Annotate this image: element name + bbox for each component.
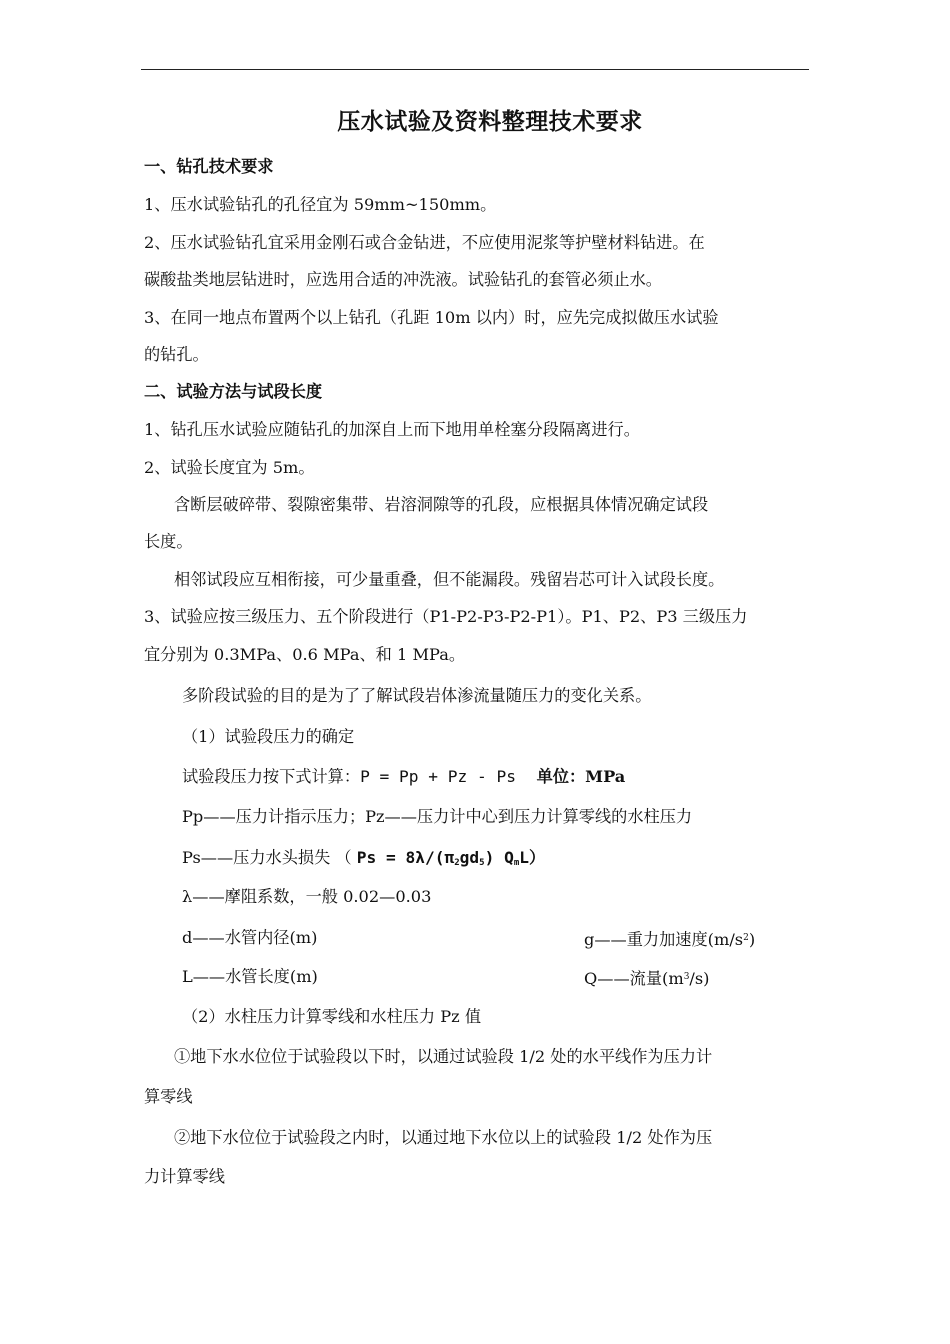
paragraph-line: 3、试验应按三级压力、五个阶段进行（P1-P2-P3-P2-P1）。P1、P2、P3 三级压力 bbox=[144, 607, 748, 626]
paragraph-line: 长度。 bbox=[144, 532, 193, 551]
paragraph-line: 力计算零线 bbox=[144, 1167, 225, 1186]
paragraph-line: 含断层破碎带、裂隙密集带、岩溶洞隙等的孔段，应根据具体情况确定试段 bbox=[174, 495, 709, 514]
paragraph-line: 3、在同一地点布置两个以上钻孔（孔距 10m 以内）时，应先完成拟做压水试验 bbox=[144, 308, 719, 327]
definition-text: g——重力加速度$(m/s^2)$ bbox=[584, 930, 756, 949]
headloss-formula: $Ps = 8\lambda/(\pi_2gd_5)$ $Q_mL$） bbox=[356, 848, 546, 868]
paragraph-line: 相邻试段应互相衔接，可少量重叠，但不能漏段。残留岩芯可计入试段长度。 bbox=[174, 570, 725, 589]
section-heading-drilling: 一、钻孔技术要求 bbox=[144, 157, 274, 176]
subsection-heading-pressure: （1）试验段压力的确定 bbox=[182, 727, 355, 746]
definition-line bbox=[182, 846, 545, 875]
subsection-heading-zero-line: （2）水柱压力计算零线和水柱压力 Pz 值 bbox=[182, 1007, 482, 1026]
pressure-formula: P = Pp + Pz - Ps bbox=[360, 767, 516, 786]
formula-prefix: 试验段压力按下式计算： bbox=[182, 767, 361, 786]
formula-unit: 单位：MPa bbox=[536, 767, 626, 786]
header-rule bbox=[141, 69, 809, 70]
definition-text: Ps——压力水头损失 （ bbox=[182, 848, 352, 867]
definition-line: λ——摩阻系数，一般 0.02—0.03 bbox=[182, 887, 432, 906]
paragraph-line: 2、压水试验钻孔宜采用金刚石或合金钻进，不应使用泥浆等护壁材料钻进。在 bbox=[144, 233, 705, 252]
definition-text: d——水管内径(m) bbox=[182, 928, 318, 947]
definition-text: L——水管长度(m) bbox=[182, 967, 318, 986]
paragraph-line: 的钻孔。 bbox=[144, 345, 209, 364]
paragraph-line: 宜分别为 0.3MPa、0.6 MPa、和 1 MPa。 bbox=[144, 645, 466, 664]
paragraph-line: 1、钻孔压水试验应随钻孔的加深自上而下地用单栓塞分段隔离进行。 bbox=[144, 420, 640, 439]
paragraph-line: 碳酸盐类地层钻进时，应选用合适的冲洗液。试验钻孔的套管必须止水。 bbox=[144, 270, 662, 289]
page-title: 压水试验及资料整理技术要求 bbox=[337, 108, 643, 135]
definition-line: Pp——压力计指示压力；Pz——压力计中心到压力计算零线的水柱压力 bbox=[182, 807, 693, 826]
definition-text: Q——流量$(m^3/s)$ bbox=[584, 969, 710, 988]
formula-line bbox=[182, 765, 625, 789]
section-heading-method: 二、试验方法与试段长度 bbox=[144, 382, 323, 401]
definition-line bbox=[182, 965, 782, 989]
paragraph-line: 多阶段试验的目的是为了了解试段岩体渗流量随压力的变化关系。 bbox=[182, 686, 652, 705]
paragraph-line: 算零线 bbox=[144, 1087, 193, 1106]
paragraph-line: ②地下水位位于试验段之内时，以通过地下水位以上的试验段 1/2 处作为压 bbox=[174, 1128, 713, 1147]
paragraph-line: 1、压水试验钻孔的孔径宜为 59mm~150mm。 bbox=[144, 195, 497, 214]
definition-line bbox=[182, 926, 782, 950]
paragraph-line: 2、试验长度宜为 5m。 bbox=[144, 458, 315, 477]
paragraph-line: ①地下水水位位于试验段以下时，以通过试验段 1/2 处的水平线作为压力计 bbox=[174, 1047, 713, 1066]
